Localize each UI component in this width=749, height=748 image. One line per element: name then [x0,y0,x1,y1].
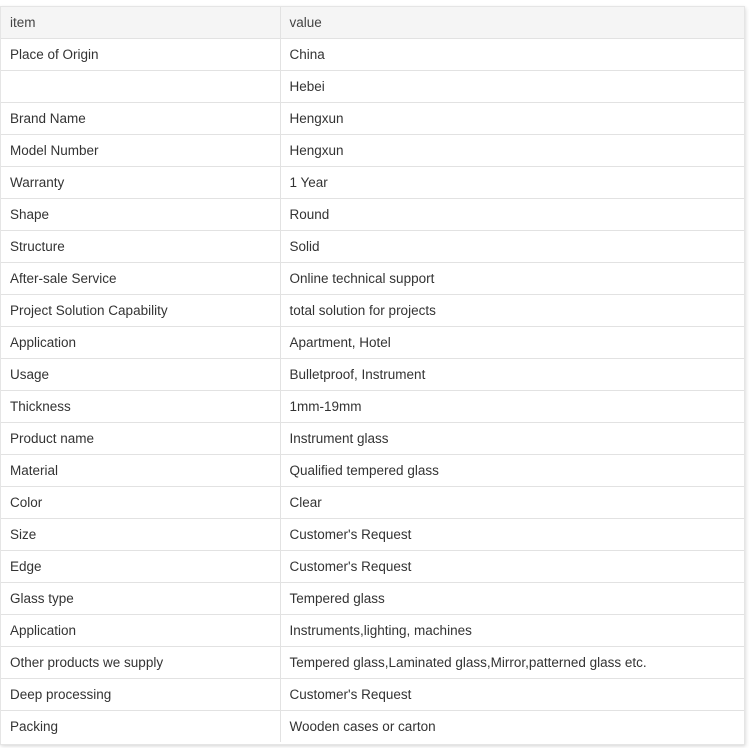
table-row [1,327,744,359]
row-value: Bulletproof, Instrument [280,359,744,391]
table-row [1,263,744,295]
table-row [1,679,744,711]
row-item: Model Number [1,135,280,167]
table-row [1,487,744,519]
table-row [1,135,744,167]
row-value: Online technical support [280,263,744,295]
table-row [1,583,744,615]
row-item: Material [1,455,280,487]
row-value: Hengxun [280,103,744,135]
row-value: Customer's Request [280,679,744,711]
row-item [1,71,280,103]
table-row [1,39,744,71]
row-value: Customer's Request [280,551,744,583]
row-value: Solid [280,231,744,263]
row-value: 1mm-19mm [280,391,744,423]
row-value: Instrument glass [280,423,744,455]
row-value: 1 Year [280,167,744,199]
row-item: Color [1,487,280,519]
row-value: Customer's Request [280,519,744,551]
table-row [1,711,744,743]
table-row [1,167,744,199]
row-value: Wooden cases or carton [289,719,436,734]
table-row [1,519,744,551]
table-row [1,391,744,423]
row-item: Edge [1,551,280,583]
row-value: Instruments,lighting, machines [280,615,744,647]
header-value: value [280,7,744,39]
row-value: China [280,39,744,71]
table-header-row [1,7,744,39]
table-row [1,455,744,487]
row-item: Deep processing [1,679,280,711]
table-row [1,71,744,103]
row-item: Glass type [1,583,280,615]
row-item: After-sale Service [1,263,280,295]
row-item: Warranty [1,167,280,199]
row-item: Structure [1,231,280,263]
spec-table-container [0,6,745,745]
table-row [1,551,744,583]
row-item: Size [1,519,280,551]
row-item: Place of Origin [1,39,280,71]
row-item: Application [1,327,280,359]
row-value: Hebei [280,71,744,103]
table-row [1,295,744,327]
row-value: Hengxun [280,135,744,167]
row-item: Application [1,615,280,647]
row-value: Qualified tempered glass [280,455,744,487]
row-value: Apartment, Hotel [280,327,744,359]
table-row [1,647,744,679]
spec-table [1,7,744,742]
row-value: Round [280,199,744,231]
row-item: Shape [1,199,280,231]
table-row [1,231,744,263]
row-value: Clear [280,487,744,519]
table-row [1,423,744,455]
row-item: Project Solution Capability [1,295,280,327]
header-item: item [1,7,280,39]
row-value: Tempered glass,Laminated glass,Mirror,patterned glass etc. [280,647,744,679]
row-item: Brand Name [1,103,280,135]
row-value: Tempered glass [280,583,744,615]
table-row [1,103,744,135]
table-row [1,199,744,231]
row-value: total solution for projects [280,295,744,327]
row-item: Packing [1,711,280,743]
row-item: Other products we supply [1,647,280,679]
table-row [1,359,744,391]
row-item: Thickness [1,391,280,423]
row-item: Product name [1,423,280,455]
table-row [1,615,744,647]
row-item: Usage [1,359,280,391]
